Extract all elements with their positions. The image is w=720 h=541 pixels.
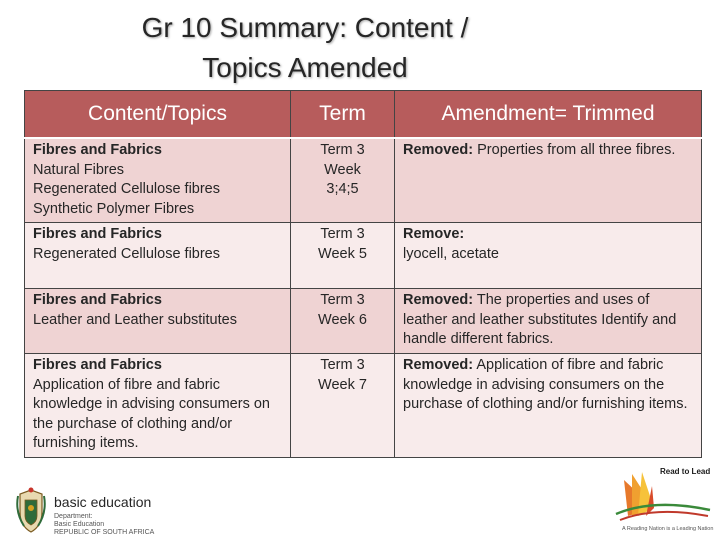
topic-line: Regenerated Cellulose fibres xyxy=(33,181,220,197)
amendment-cell xyxy=(395,289,702,354)
title-line-2: Topics Amended xyxy=(202,52,408,83)
slide-title xyxy=(0,8,610,88)
term-cell xyxy=(291,289,395,354)
term-line: Week 5 xyxy=(318,245,367,262)
topic-line: Synthetic Polymer Fibres xyxy=(33,200,195,217)
topic-title: Fibres and Fabrics xyxy=(33,292,162,308)
table-row xyxy=(25,138,702,223)
term-line: 3;4;5 xyxy=(326,181,359,197)
term-line: Week xyxy=(324,161,361,178)
amendment-text: Application of fibre and fabric knowledge in advising consumers on the purchase of clothing and/or furnishing items. xyxy=(403,357,688,412)
term-cell xyxy=(291,354,395,458)
header-amendment: Amendment= Trimmed xyxy=(395,91,702,139)
amendment-cell xyxy=(395,138,702,223)
term-cell xyxy=(291,138,395,223)
book-fan-icon xyxy=(614,468,714,526)
read-to-lead-tagline: A Reading Nation is a Leading Nation xyxy=(622,526,714,532)
amendment-text: lyocell, acetate xyxy=(403,245,499,262)
topic-line: Leather and Leather substitutes xyxy=(33,311,237,328)
topic-line: Application of fibre and fabric knowledge in advising consumers on the purchase of clothing and/or furnishing items. xyxy=(33,376,270,451)
amendment-text: The properties and uses of leather and leather substitutes Identify and handle different fabrics. xyxy=(403,292,677,347)
department-sub: Department: Basic Education REPUBLIC OF SOUTH AFRICA xyxy=(54,513,155,536)
amendment-label: Removed: xyxy=(403,292,474,308)
topic-line: Natural Fibres xyxy=(33,161,125,178)
term-line: Term 3 xyxy=(320,226,365,242)
coat-of-arms-icon xyxy=(14,486,48,536)
read-to-lead-title: Read to Lead xyxy=(660,467,711,476)
amendment-table xyxy=(24,90,702,458)
table-header-row xyxy=(25,91,702,139)
department-name: basic education xyxy=(54,494,152,510)
amendment-cell xyxy=(395,223,702,289)
term-cell xyxy=(291,223,395,289)
table-row xyxy=(25,354,702,458)
header-content-topics: Content/Topics xyxy=(25,91,291,139)
amendment-cell xyxy=(395,354,702,458)
term-line: Term 3 xyxy=(320,292,365,308)
topic-title: Fibres and Fabrics xyxy=(33,357,162,373)
read-to-lead-logo xyxy=(610,462,720,540)
term-line: Term 3 xyxy=(320,357,365,373)
term-line: Week 7 xyxy=(318,376,367,393)
topic-title: Fibres and Fabrics xyxy=(33,142,162,158)
table-row xyxy=(25,289,702,354)
term-line: Term 3 xyxy=(320,142,365,158)
title-line-1: Gr 10 Summary: Content / xyxy=(141,12,469,43)
term-line: Week 6 xyxy=(318,311,367,328)
topic-title: Fibres and Fabrics xyxy=(33,226,162,242)
amendment-text: Properties from all three fibres. xyxy=(477,142,676,158)
table-row xyxy=(25,223,702,289)
topic-cell xyxy=(25,223,291,289)
amendment-label: Remove: xyxy=(403,226,465,242)
topic-cell xyxy=(25,354,291,458)
topic-line: Regenerated Cellulose fibres xyxy=(33,245,220,262)
header-term: Term xyxy=(291,91,395,139)
amendment-label: Removed: xyxy=(403,142,474,158)
amendment-label: Removed: xyxy=(403,357,474,373)
topic-cell xyxy=(25,138,291,223)
topic-cell xyxy=(25,289,291,354)
basic-education-logo xyxy=(14,486,234,536)
